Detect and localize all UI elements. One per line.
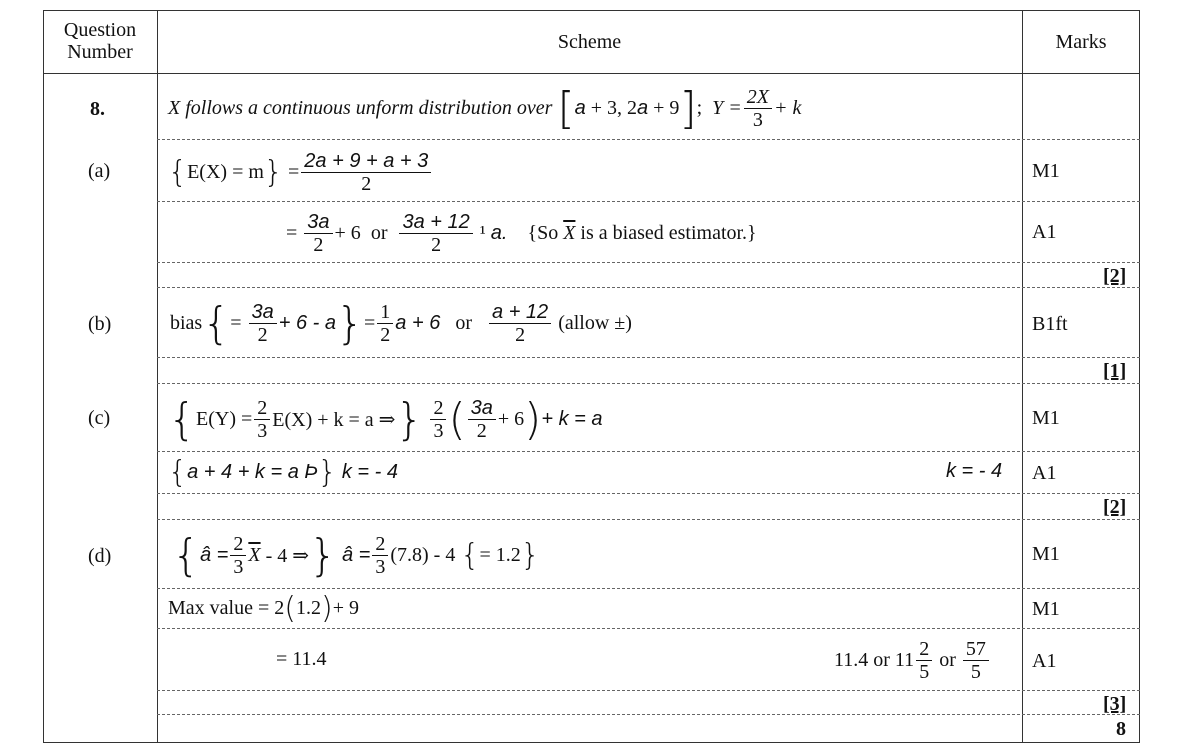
d3-text: = 11.4 (276, 648, 327, 670)
intro-y: Y = (712, 96, 742, 119)
b-eq2: = (364, 311, 376, 334)
part-d-line2: Max value = 2 ( 1.2 ) + 9 (168, 590, 359, 626)
d-x: $\overline{X}$ (248, 543, 261, 566)
d2-tail: + 9 (332, 596, 359, 619)
d3-n2: 57 (963, 638, 989, 661)
b-den1: 2 (257, 323, 268, 346)
row-divider (157, 383, 1140, 384)
c-d3: 2 (476, 419, 487, 442)
intro-lead: X follows a continuous unform distribution over (168, 96, 553, 119)
b-num3: a + 12 (489, 301, 551, 324)
mark-c2: A1 (1032, 462, 1057, 484)
c2-inner: a + 4 + k = a Þ (187, 460, 318, 483)
a2-x: $\overline{X}$ (563, 221, 576, 244)
part-d-line3-alt (834, 632, 991, 688)
d-ahat2: â = (342, 543, 371, 566)
d-d2: 3 (375, 555, 386, 578)
total-a: [2] (1103, 265, 1127, 287)
a2-num1: 3a (304, 211, 332, 234)
total-c: [2] (1103, 496, 1127, 518)
d3-d: 5 (919, 660, 930, 683)
row-divider (157, 588, 1140, 589)
a-eq: = (288, 160, 300, 183)
c2-result: k = - 4 (341, 460, 398, 483)
part-d-label: (d) (88, 545, 112, 567)
c-mid: E(X) + k = a ⇒ (272, 408, 396, 431)
intro-a1: a (574, 96, 586, 119)
mark-d3: A1 (1032, 650, 1057, 672)
right-bracket: ] (679, 82, 697, 134)
b-or: or (455, 311, 473, 334)
d-d1: 3 (233, 555, 244, 578)
mark-a2: A1 (1032, 221, 1057, 243)
d-calc: (7.8) - 4 (390, 543, 456, 566)
a-lhs: E(X) = m (187, 160, 264, 183)
c-plus6: + 6 (497, 407, 525, 430)
b-mid: + 6 - a (278, 311, 337, 334)
d2-paren: 1.2 (295, 596, 321, 619)
column-divider (157, 10, 158, 743)
a2-note-pre: {So (527, 221, 559, 244)
column-divider (1022, 10, 1023, 743)
a2-den1: 2 (313, 233, 324, 256)
row-divider (157, 714, 1140, 715)
question-intro (168, 78, 801, 138)
row-divider (157, 451, 1140, 452)
d3-alt1: 11.4 or 11 (834, 648, 915, 671)
d-res: = 1.2 (479, 543, 521, 566)
left-bracket: [ (557, 82, 575, 134)
total-d: [3] (1103, 693, 1127, 715)
c-d1: 3 (257, 419, 268, 442)
header-question-line2: Number (67, 41, 133, 63)
intro-interval-a: + 3, 2 (590, 96, 638, 119)
d-n2: 2 (372, 533, 388, 556)
d-mid: - 4 ⇒ (265, 544, 309, 567)
b-tail: a + 6 (395, 311, 441, 334)
a2-neq: ¹ (479, 221, 486, 244)
c-lhs: E(Y) = (196, 407, 253, 430)
row-divider (157, 357, 1140, 358)
b-num2: 1 (377, 301, 393, 324)
header-question-line1: Question (63, 19, 137, 41)
d3-d2: 5 (970, 660, 981, 683)
part-b-label: (b) (88, 313, 112, 335)
part-d-line1: { â = $\frac{2}{3}$ $\overline{X}$ - 4 ⇒ } â = $\frac{2}{3}$ (7.8) - 4 { = 1.2 } (172, 529, 540, 581)
b-allow: (allow ±) (558, 311, 632, 334)
a2-num2: 3a + 12 (399, 211, 472, 234)
a2-a: a. (490, 221, 508, 244)
row-divider (157, 493, 1140, 494)
c-d2: 3 (433, 419, 444, 442)
intro-interval-b: + 9 (653, 96, 680, 119)
mark-d1: M1 (1032, 543, 1060, 565)
mark-c1: M1 (1032, 407, 1060, 429)
intro-tail: + k (774, 96, 802, 119)
c-n3: 3a (468, 397, 496, 420)
part-a-label: (a) (88, 160, 111, 182)
row-divider (157, 262, 1140, 263)
mark-a1: M1 (1032, 160, 1060, 182)
part-c-label: (c) (88, 407, 111, 429)
d3-n: 2 (916, 638, 932, 661)
a2-plus6: + 6 (334, 221, 361, 244)
row-divider (157, 287, 1140, 288)
row-divider (157, 519, 1140, 520)
a-den: 2 (361, 172, 372, 195)
c-n1: 2 (254, 397, 270, 420)
d2-text: Max value = 2 (168, 596, 285, 619)
b-bias: bias (170, 311, 203, 334)
part-a-line1: { E(X) = m } = $\frac{2a + 9 + a + 3}{2}$ (168, 144, 433, 200)
intro-a2: a (637, 96, 649, 119)
row-divider (157, 628, 1140, 629)
b-den3: 2 (515, 323, 526, 346)
grand-total: 8 (1116, 718, 1126, 740)
b-den2: 2 (380, 323, 391, 346)
a2-note-post: is a biased estimator.} (580, 221, 757, 244)
part-c-line1: { E(Y) = $\frac{2}{3}$ E(X) + k = a ⇒ } $\frac{2}{3}$ ( $\frac{3a}{2}$ + 6 ) + k = a (168, 393, 603, 445)
part-b-line: bias { = $\frac{3a}{2}$ + 6 - a } = $\frac{1}{2}$ a + 6 or $\frac{a + 12}{2}$ (allow ±) (170, 297, 632, 349)
a-num: 2a + 9 + a + 3 (301, 150, 431, 173)
d-ahat: â = (200, 543, 229, 566)
a2-eq: = (286, 221, 298, 244)
row-divider (157, 139, 1140, 140)
intro-frac-den: 3 (752, 108, 763, 131)
header-marks: Marks (1055, 31, 1107, 53)
c2-alt: k = - 4 (946, 460, 1003, 482)
part-a-line2 (286, 205, 757, 261)
total-b: [1] (1103, 360, 1127, 382)
b-num1: 3a (249, 301, 277, 324)
c-tail: + k = a (541, 407, 603, 430)
header-question-number (43, 19, 157, 63)
b-eq: = (230, 311, 242, 334)
row-divider (157, 690, 1140, 691)
part-c-line2: { a + 4 + k = a Þ } k = - 4 (168, 454, 398, 490)
d3-or: or (939, 648, 956, 671)
question-number: 8. (90, 98, 105, 120)
a2-or: or (370, 221, 388, 244)
d-n1: 2 (230, 533, 246, 556)
intro-frac-num: 2X (744, 86, 772, 109)
row-divider (157, 201, 1140, 202)
mark-b: B1ft (1032, 313, 1068, 335)
c-n2: 2 (430, 397, 446, 420)
mark-d2: M1 (1032, 598, 1060, 620)
a2-den2: 2 (431, 233, 442, 256)
header-scheme: Scheme (557, 31, 622, 53)
header-divider (43, 73, 1140, 74)
intro-sep: ; (696, 96, 703, 119)
